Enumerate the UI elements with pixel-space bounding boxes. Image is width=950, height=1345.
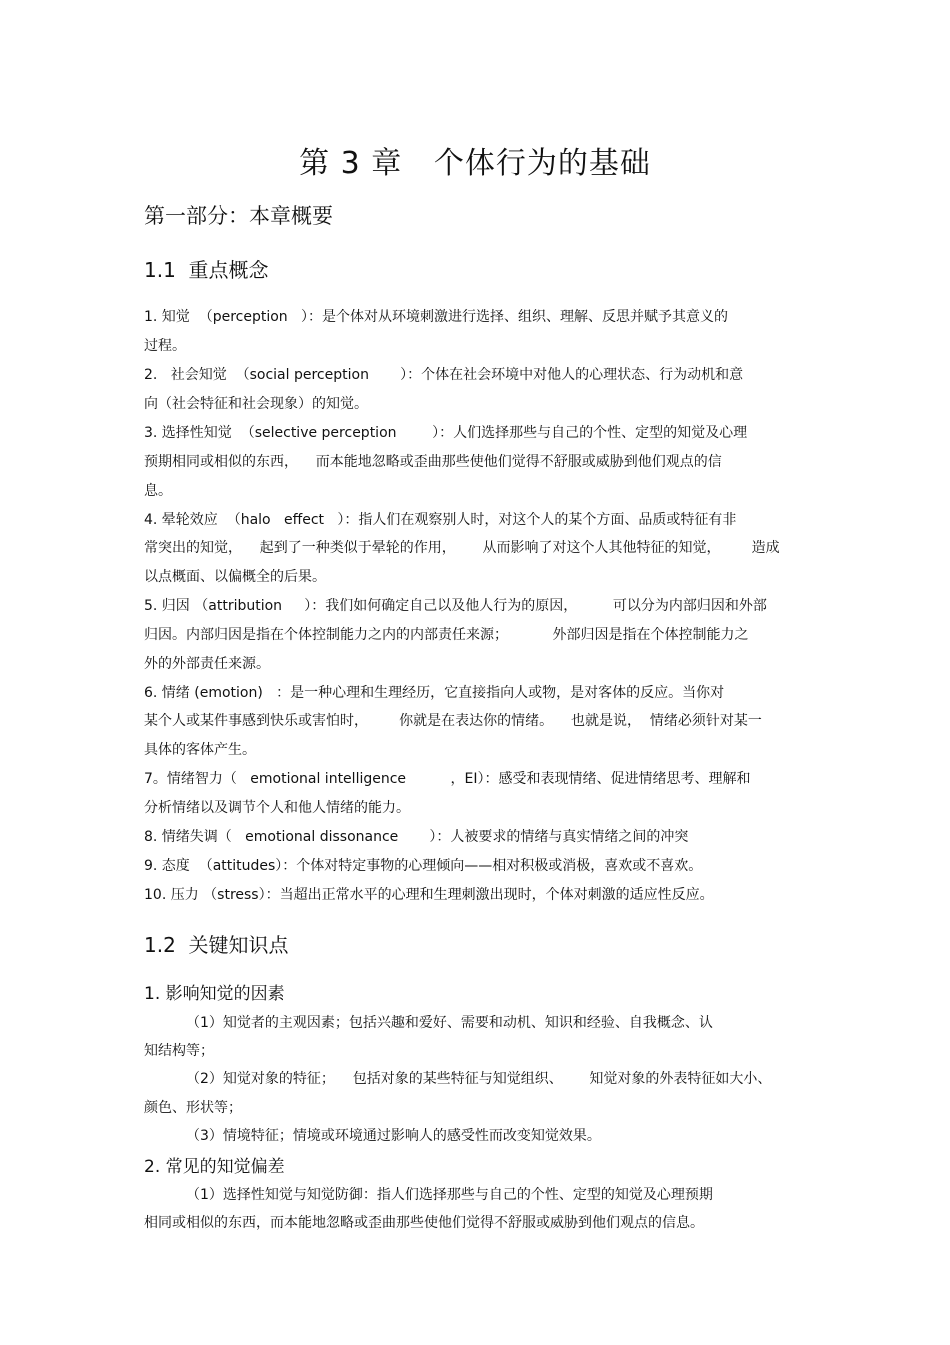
concept-line: 息。 (144, 483, 172, 499)
concept-line: 6. 情绪 (emotion) ：是一种心理和生理经历，它直接指向人或物，是对客体的反应。当你对 (144, 685, 725, 701)
kp1-line: （1）知觉者的主观因素；包括兴趣和爱好、需要和动机、知识和经验、自我概念、认 (186, 1015, 713, 1031)
concept-line: 5. 归因 （attribution ）：我们如何确定自己以及他人行为的原因， 可以分为内部归因和外部 (144, 598, 767, 614)
concept-line: 8. 情绪失调（ emotional dissonance ）：人被要求的情绪与真实情绪之间的冲突 (144, 829, 689, 845)
concept-line: 向（社会特征和社会现象）的知觉。 (144, 396, 368, 412)
concept-line: 预期相同或相似的东西， 而本能地忽略或歪曲那些使他们觉得不舒服或威胁到他们观点的信 (144, 454, 722, 470)
concept-line: 具体的客体产生。 (144, 742, 256, 758)
kp2-line: 相同或相似的东西，而本能地忽略或歪曲那些使他们觉得不舒服或威胁到他们观点的信息。 (144, 1215, 704, 1231)
kp1-line: （2）知觉对象的特征； 包括对象的某些特征与知觉组织、 知觉对象的外表特征如大小、 (186, 1071, 772, 1087)
section-heading-key-points: 1.2 关键知识点 (144, 933, 289, 957)
concept-line: 1. 知觉 （perception ）：是个体对从环境刺激进行选择、组织、理解、反思并赋予其意义的 (144, 309, 729, 325)
concept-line: 归因。内部归因是指在个体控制能力之内的内部责任来源； 外部归因是指在个体控制能力之 (144, 627, 749, 643)
kp2-line: （1）选择性知觉与知觉防御：指人们选择那些与自己的个性、定型的知觉及心理预期 (186, 1187, 713, 1203)
concept-line: 10. 压力 （stress）：当超出正常水平的心理和生理刺激出现时，个体对刺激的适应性反应。 (144, 887, 714, 903)
kp1-line: 颜色、形状等； (144, 1100, 242, 1116)
concept-line: 外的外部责任来源。 (144, 656, 270, 672)
concept-line: 3. 选择性知觉 （selective perception ）：人们选择那些与自己的个性、定型的知觉及心理 (144, 425, 748, 441)
section-heading-key-concepts: 1.1 重点概念 (144, 258, 269, 282)
concept-line: 7。情绪智力（ emotional intelligence ，EI）：感受和表现情绪、促进情绪思考、理解和 (144, 771, 751, 787)
concept-line: 某个人或某件事感到快乐或害怕时， 你就是在表达你的情绪。 也就是说， 情绪必须针对某一 (144, 713, 762, 729)
concept-line: 过程。 (144, 338, 186, 354)
kp1-line: 知结构等； (144, 1043, 214, 1059)
concept-line: 2. 社会知觉 （social perception ）：个体在社会环境中对他人的心理状态、行为动机和意 (144, 367, 744, 383)
part-heading: 第一部分：本章概要 (144, 204, 333, 228)
concept-line: 常突出的知觉， 起到了一种类似于晕轮的作用， 从而影响了对这个人其他特征的知觉， 造成 (144, 540, 780, 556)
subheading-perception-factors: 1. 影响知觉的因素 (144, 984, 285, 1004)
chapter-title: 第 3 章 个体行为的基础 (299, 146, 651, 181)
concept-line: 4. 晕轮效应 （halo effect ）：指人们在观察别人时，对这个人的某个方面、品质或特征有非 (144, 512, 737, 528)
kp1-line: （3）情境特征；情境或环境通过影响人的感受性而改变知觉效果。 (186, 1128, 601, 1144)
concept-line: 9. 态度 （attitudes）：个体对特定事物的心理倾向——相对积极或消极，喜欢或不喜欢。 (144, 858, 703, 874)
concept-line: 以点概面、以偏概全的后果。 (144, 569, 326, 585)
subheading-perception-bias: 2. 常见的知觉偏差 (144, 1157, 285, 1177)
concept-line: 分析情绪以及调节个人和他人情绪的能力。 (144, 800, 410, 816)
